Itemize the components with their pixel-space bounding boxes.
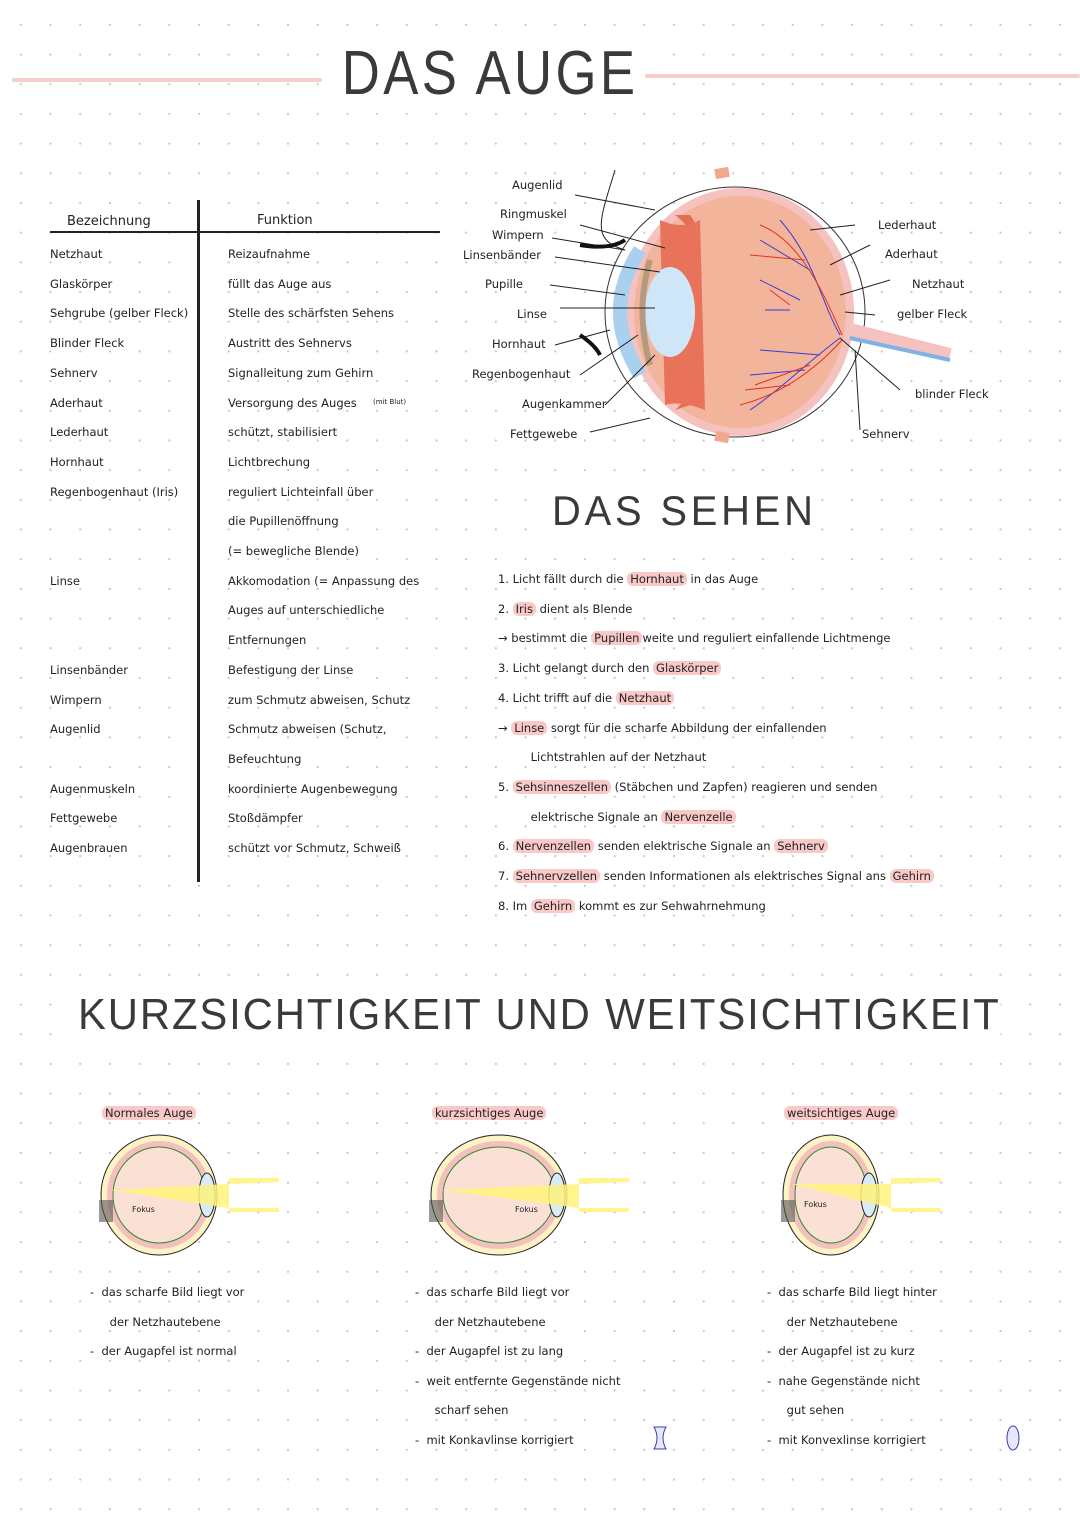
bullet-text: das scharfe Bild liegt vor	[426, 1285, 570, 1299]
part-function: die Pupillenöffnung	[228, 514, 339, 529]
highlighted-term: Gehirn	[531, 899, 575, 913]
table-row	[45, 366, 445, 396]
diagram-label: Augenkammer	[522, 397, 607, 411]
highlighted-term: Glaskörper	[653, 661, 721, 675]
sehen-step-line	[498, 721, 827, 735]
step-text: 4. Licht trifft auf die	[498, 690, 616, 705]
table-row	[45, 485, 445, 515]
bullet-dash-icon: -	[415, 1373, 427, 1388]
diagram-label: Lederhaut	[878, 218, 937, 232]
eye-panel-bullet	[415, 1344, 563, 1358]
diagram-label: blinder Fleck	[915, 387, 989, 401]
table-row	[45, 514, 445, 544]
table-row	[45, 306, 445, 336]
part-function: Entfernungen	[228, 633, 307, 648]
part-function: Stoßdämpfer	[228, 811, 303, 826]
part-name: Linsenbänder	[50, 662, 128, 677]
bullet-dash-icon: -	[767, 1373, 779, 1388]
bullet-dash-icon: -	[90, 1285, 102, 1299]
part-function: Befeuchtung	[228, 751, 302, 766]
diagram-label: Linse	[517, 307, 547, 321]
part-function: schützt vor Schmutz, Schweiß	[228, 841, 401, 855]
focus-label: Fokus	[515, 1205, 538, 1214]
step-text: senden Informationen als elektrisches Signal ans	[600, 869, 890, 883]
eye-panel-title: weitsichtiges Auge	[784, 1106, 898, 1120]
eye-cross-section-icon	[425, 1130, 665, 1260]
eye-panel	[767, 1100, 1072, 1480]
table-row	[45, 693, 445, 723]
step-text: 3. Licht gelangt durch den	[498, 661, 654, 676]
table-row	[45, 247, 445, 277]
step-text: in das Auge	[686, 572, 759, 586]
diagram-label: Ringmuskel	[500, 207, 567, 221]
eye-cross-section-icon	[777, 1130, 1017, 1260]
bullet-text: der Augapfel ist zu kurz	[778, 1344, 915, 1358]
table-header-name: Bezeichnung	[67, 214, 151, 229]
eye-panel-bullet	[767, 1433, 926, 1447]
bullet-text: das scharfe Bild liegt hinter	[778, 1285, 937, 1299]
convex-lens-icon	[1005, 1424, 1021, 1452]
bullet-text: der Netzhautebene	[783, 1314, 898, 1329]
eye-panel-bullet	[767, 1285, 937, 1299]
page-title: DAS AUGE	[335, 38, 645, 109]
part-function: Befestigung der Linse	[228, 662, 354, 677]
sehen-title: DAS SEHEN	[552, 487, 817, 534]
diagram-label: Wimpern	[492, 228, 544, 242]
eye-cross-section-icon	[95, 1130, 335, 1260]
step-text: weite und reguliert einfallende Lichtmenge	[642, 631, 891, 646]
part-name: Augenlid	[50, 722, 101, 737]
table-row	[45, 841, 445, 871]
diagram-label: gelber Fleck	[897, 307, 968, 321]
table-row	[45, 544, 445, 574]
table-row	[45, 336, 445, 366]
eye-panel-bullet	[767, 1344, 915, 1358]
table-row	[45, 663, 445, 693]
highlighted-term: Netzhaut	[616, 691, 674, 705]
eye-panel-title: kurzsichtiges Auge	[432, 1106, 546, 1120]
part-function: Schmutz abweisen (Schutz,	[228, 722, 387, 737]
section-title-kurz-weit: KURZSICHTIGKEIT UND WEITSICHTIGKEIT	[78, 990, 1001, 1039]
bullet-dash-icon: -	[767, 1285, 779, 1299]
part-name: Wimpern	[50, 692, 102, 707]
eye-panel-bullet	[415, 1433, 574, 1447]
title-rule-right	[640, 74, 1080, 78]
highlighted-term: Nervenzellen	[513, 839, 594, 853]
part-function: Versorgung des Auges	[228, 395, 357, 410]
bullet-text: mit Konvexlinse korrigiert	[778, 1432, 926, 1447]
bullet-dash-icon: -	[767, 1432, 779, 1447]
table-row	[45, 722, 445, 752]
highlighted-term: Sehsinneszellen	[513, 780, 611, 794]
sehen-step-line	[498, 691, 674, 705]
step-text: 5.	[498, 779, 513, 794]
focus-label: Fokus	[804, 1200, 827, 1209]
part-name: Blinder Fleck	[50, 336, 125, 351]
table-row	[45, 455, 445, 485]
sehen-step-line	[516, 750, 706, 764]
highlighted-term: Pupillen	[591, 631, 642, 645]
highlighted-term: Sehnervzellen	[513, 869, 600, 883]
parts-table	[45, 200, 445, 890]
highlighted-term: Hornhaut	[627, 572, 687, 586]
table-row	[45, 782, 445, 812]
bullet-text: der Netzhautebene	[106, 1314, 221, 1329]
bullet-text: das scharfe Bild liegt vor	[101, 1285, 245, 1299]
part-function: Austritt des Sehnervs	[228, 336, 352, 351]
diagram-label: Aderhaut	[885, 247, 938, 261]
bullet-text: der Augapfel ist normal	[101, 1344, 237, 1358]
bullet-dash-icon: -	[90, 1344, 102, 1358]
table-row	[45, 811, 445, 841]
part-function: füllt das Auge aus	[228, 276, 332, 291]
diagram-label: Linsenbänder	[463, 248, 541, 262]
eye-panel	[415, 1100, 720, 1480]
eye-diagram	[460, 160, 1000, 460]
sehen-step-line	[498, 839, 828, 853]
sehen-step-line	[498, 572, 758, 586]
table-header-function: Funktion	[257, 213, 313, 228]
bullet-text: weit entfernte Gegenstände nicht	[426, 1373, 621, 1388]
sehen-step-line	[498, 780, 877, 794]
step-text: sorgt für die scharfe Abbildung der einfallenden	[547, 720, 827, 735]
step-text: Lichtstrahlen auf der Netzhaut	[516, 750, 707, 765]
bullet-text: gut sehen	[783, 1403, 845, 1417]
part-function-note: (mit Blut)	[373, 397, 407, 406]
table-row	[45, 277, 445, 307]
part-function: koordinierte Augenbewegung	[228, 781, 398, 796]
part-function: zum Schmutz abweisen, Schutz	[228, 692, 411, 707]
table-row	[45, 603, 445, 633]
part-function: Signalleitung zum Gehirn	[228, 365, 374, 380]
table-header-rule	[50, 231, 440, 233]
focus-label: Fokus	[132, 1205, 155, 1214]
bullet-text: nahe Gegenstände nicht	[778, 1373, 920, 1388]
part-name: Augenmuskeln	[50, 781, 136, 796]
part-name: Sehnerv	[50, 365, 98, 380]
part-function: Reizaufnahme	[228, 247, 311, 261]
table-row	[45, 752, 445, 782]
eye-panel-bullet	[415, 1374, 620, 1388]
bullet-dash-icon: -	[415, 1344, 427, 1358]
part-function: Lichtbrechung	[228, 454, 311, 469]
eye-panel-title: Normales Auge	[102, 1106, 196, 1120]
bullet-text: mit Konkavlinse korrigiert	[426, 1432, 574, 1447]
part-name: Aderhaut	[50, 395, 103, 410]
part-name: Regenbogenhaut (Iris)	[50, 484, 179, 499]
step-text: elektrische Signale an	[516, 809, 662, 824]
table-row	[45, 574, 445, 604]
eye-panel	[90, 1100, 390, 1480]
step-text: → bestimmt die	[498, 631, 592, 646]
bullet-dash-icon: -	[415, 1285, 427, 1299]
step-text: 8. Im	[498, 898, 531, 913]
diagram-label: Sehnerv	[862, 427, 910, 441]
diagram-label: Netzhaut	[912, 277, 965, 291]
part-function: schützt, stabilisiert	[228, 425, 338, 440]
part-name: Linse	[50, 573, 80, 588]
diagram-label: Hornhaut	[492, 337, 546, 351]
diagram-label: Fettgewebe	[510, 427, 578, 441]
part-name: Fettgewebe	[50, 811, 118, 826]
part-function: Stelle des schärfsten Sehens	[228, 306, 394, 321]
highlighted-term: Gehirn	[890, 869, 934, 883]
part-function: Akkomodation (= Anpassung des	[228, 573, 420, 588]
table-row	[45, 633, 445, 663]
eye-panel-bullet	[415, 1403, 508, 1417]
diagram-label: Pupille	[485, 277, 523, 291]
step-text: 2.	[498, 601, 513, 616]
highlighted-term: Linse	[511, 721, 547, 735]
eye-panel-bullet	[90, 1285, 244, 1299]
eye-panel-bullet	[767, 1403, 844, 1417]
part-function: reguliert Lichteinfall über	[228, 484, 374, 499]
eye-panel-bullet	[415, 1315, 546, 1329]
part-function: Auges auf unterschiedliche	[228, 603, 385, 618]
part-name: Sehgrube (gelber Fleck)	[50, 306, 189, 321]
concave-lens-icon	[652, 1425, 668, 1451]
table-row	[45, 425, 445, 455]
part-function: (= bewegliche Blende)	[228, 544, 359, 558]
highlighted-term: Sehnerv	[774, 839, 828, 853]
step-text: →	[498, 720, 512, 735]
bullet-text: der Augapfel ist zu lang	[426, 1344, 564, 1358]
part-name: Glaskörper	[50, 276, 113, 291]
sehen-step-line	[498, 661, 721, 675]
step-text: 6.	[498, 839, 513, 854]
part-name: Lederhaut	[50, 425, 109, 440]
step-text: senden elektrische Signale an	[594, 839, 775, 854]
bullet-dash-icon: -	[767, 1344, 779, 1358]
step-text: 1. Licht fällt durch die	[498, 572, 628, 586]
step-text: (Stäbchen und Zapfen) reagieren und senden	[611, 779, 878, 794]
part-name: Hornhaut	[50, 454, 104, 469]
bullet-dash-icon: -	[415, 1432, 427, 1447]
diagram-label: Augenlid	[512, 178, 563, 192]
part-name: Augenbrauen	[50, 841, 128, 855]
bullet-text: der Netzhautebene	[431, 1314, 546, 1329]
sehen-step-line	[498, 602, 632, 616]
diagram-label: Regenbogenhaut	[472, 367, 571, 381]
bullet-text: scharf sehen	[431, 1403, 509, 1417]
eye-panel-bullet	[767, 1315, 898, 1329]
highlighted-term: Iris	[513, 602, 536, 616]
sehen-step-line	[498, 869, 934, 883]
title-rule-left	[12, 78, 322, 82]
step-text: dient als Blende	[535, 601, 633, 616]
sehen-step-line	[498, 899, 766, 913]
eye-panel-bullet	[90, 1315, 221, 1329]
sehen-step-line	[516, 810, 736, 824]
eye-panel-bullet	[415, 1285, 569, 1299]
highlighted-term: Nervenzelle	[661, 810, 735, 824]
eye-panel-bullet	[90, 1344, 237, 1358]
step-text: 7.	[498, 869, 513, 883]
table-row	[45, 396, 445, 426]
sehen-step-line	[498, 631, 891, 645]
step-text: kommt es zur Sehwahrnehmung	[575, 898, 766, 913]
part-name: Netzhaut	[50, 247, 103, 261]
eye-panel-bullet	[767, 1374, 920, 1388]
